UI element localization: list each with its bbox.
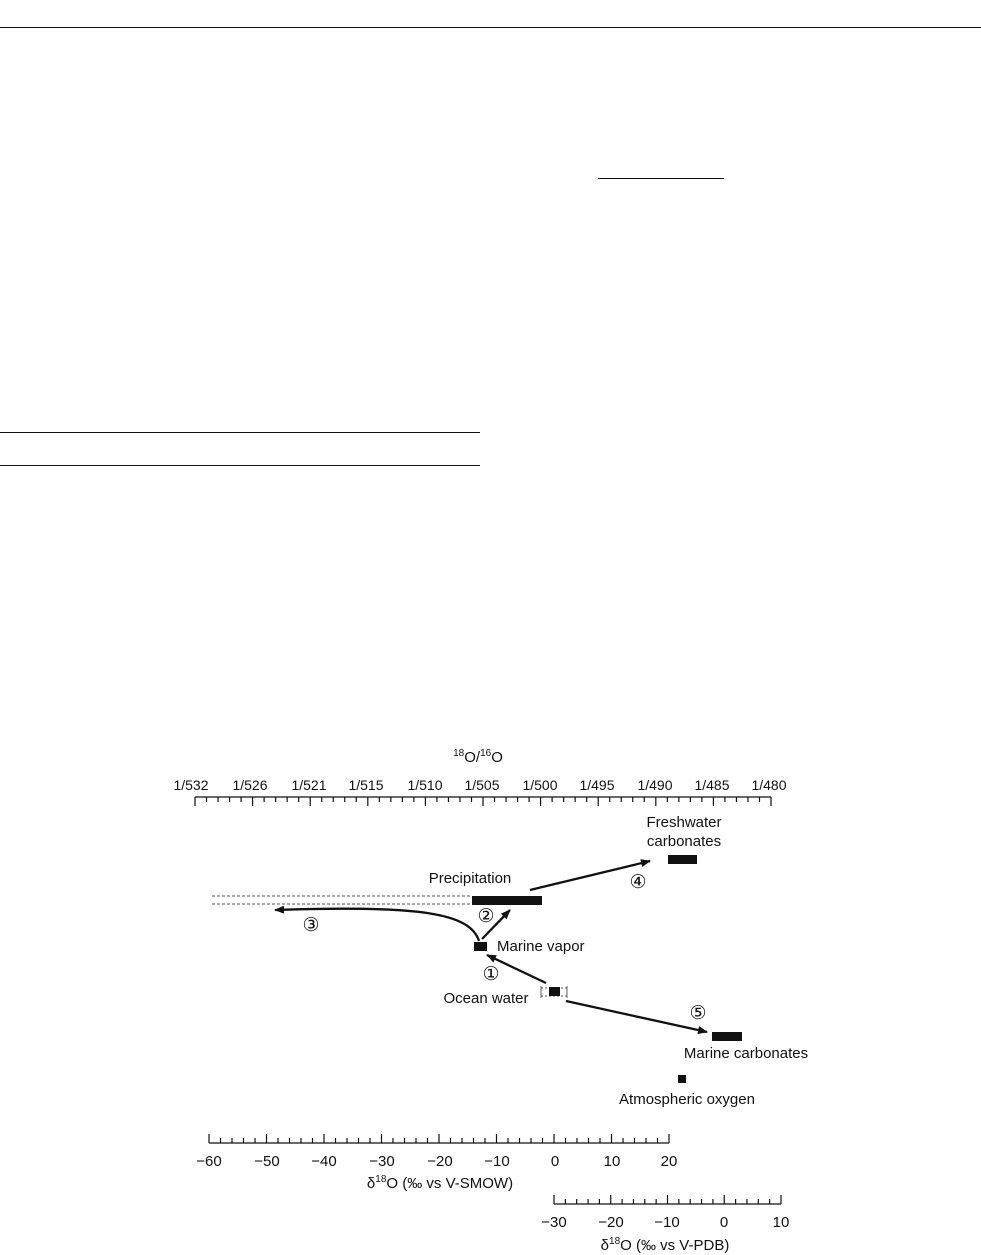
top-tick-label: 1/526 <box>232 777 268 793</box>
top-axis-title: $^{18}$O/$^{16}$O <box>453 748 503 766</box>
reservoir-labels <box>429 814 808 1108</box>
process-number-1: ① <box>482 964 500 985</box>
arrow-5-marine-carbonates <box>566 1001 707 1032</box>
pdb-tick-label: −30 <box>541 1214 567 1231</box>
smow-tick-label: −30 <box>369 1153 395 1170</box>
label-precipitation: Precipitation <box>428 870 512 887</box>
top-axis <box>195 797 771 806</box>
pdb-tick-label: 0 <box>719 1214 729 1231</box>
label-freshwater-carbonates-line2: carbonates <box>646 833 722 850</box>
smow-tick-label: −60 <box>196 1153 222 1170</box>
freshwater-carbonates-bar <box>668 855 697 864</box>
pdb-axis <box>554 1195 781 1204</box>
smow-tick-label: −40 <box>311 1153 337 1170</box>
label-ocean-water: Ocean water <box>443 990 529 1007</box>
pdb-tick-label: 10 <box>772 1214 790 1231</box>
smow-tick-label: −10 <box>484 1153 510 1170</box>
top-tick-label: 1/490 <box>637 777 673 793</box>
precipitation-bar <box>472 896 542 905</box>
smow-tick-label: −20 <box>427 1153 453 1170</box>
label-marine-vapor: Marine vapor <box>497 938 585 955</box>
top-axis-tick-labels <box>173 777 786 793</box>
top-tick-label: 1/515 <box>348 777 384 793</box>
top-tick-label: 1/480 <box>751 777 787 793</box>
top-tick-label: 1/495 <box>579 777 615 793</box>
marine-vapor-bar <box>474 942 487 951</box>
smow-axis-title: $\delta^{18}O$ (‰ vs V-SMOW) <box>366 1174 514 1192</box>
ocean-water-marker <box>541 986 567 998</box>
pdb-axis-title: $\delta^{18}O$ (‰ vs V-PDB) <box>600 1236 730 1254</box>
label-atmospheric-oxygen: Atmospheric oxygen <box>619 1091 755 1108</box>
top-tick-label: 1/510 <box>407 777 443 793</box>
top-tick-label: 1/532 <box>173 777 209 793</box>
smow-axis-tick-labels <box>196 1153 677 1170</box>
label-marine-carbonates: Marine carbonates <box>683 1045 809 1062</box>
smow-tick-label: −50 <box>254 1153 280 1170</box>
smow-tick-label: 20 <box>660 1153 678 1170</box>
top-tick-label: 1/500 <box>522 777 558 793</box>
atmospheric-oxygen-marker <box>678 1075 686 1083</box>
process-number-4: ④ <box>629 872 647 893</box>
top-tick-label: 1/505 <box>464 777 500 793</box>
label-freshwater-carbonates-line1: Freshwater <box>646 814 722 831</box>
smow-tick-label: 0 <box>550 1153 560 1170</box>
top-tick-label: 1/485 <box>694 777 730 793</box>
top-tick-label: 1/521 <box>291 777 327 793</box>
process-number-3: ③ <box>302 915 320 936</box>
pdb-tick-label: −10 <box>654 1214 680 1231</box>
process-number-5: ⑤ <box>689 1003 707 1024</box>
pdb-axis-tick-labels <box>541 1214 789 1231</box>
pdb-tick-label: −20 <box>598 1214 624 1231</box>
smow-tick-label: 10 <box>603 1153 621 1170</box>
process-number-2: ② <box>477 906 495 927</box>
marine-carbonates-bar <box>712 1032 742 1041</box>
smow-axis <box>209 1134 669 1143</box>
precipitation-dashed-extension <box>212 896 472 904</box>
